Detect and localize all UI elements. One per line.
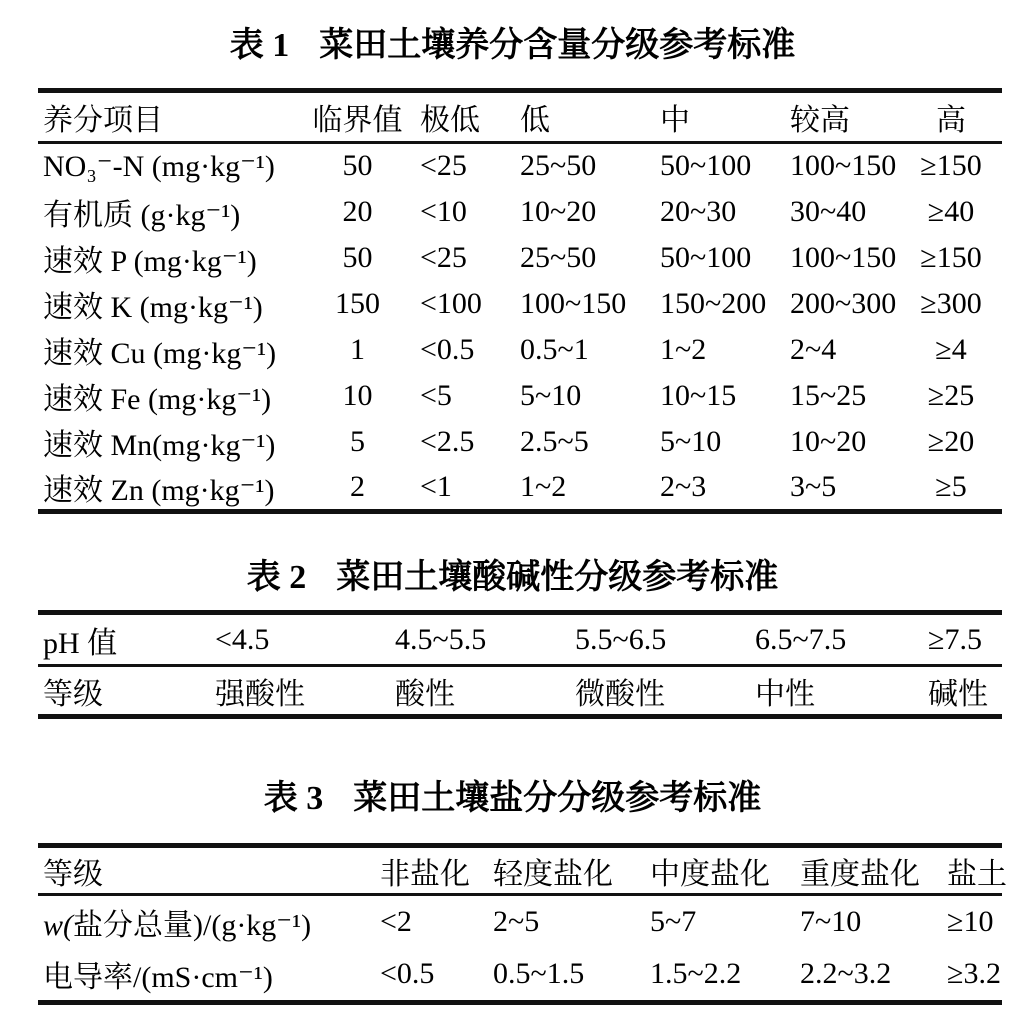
table-cell: 20~30 [660, 194, 737, 228]
column-header: 极低 [410, 91, 515, 143]
table-cell: 25~50 [520, 240, 597, 274]
table-cell: <25 [420, 240, 467, 274]
row-label-cell: w(盐分总量)/(g·kg⁻¹) [43, 908, 312, 942]
table-cell: 0.5~1.5 [493, 956, 585, 990]
row-label-cell: 速效 Zn (mg·kg⁻¹) [43, 473, 275, 507]
table-cell: 50 [342, 149, 373, 183]
table-cell: 5~10 [520, 378, 582, 412]
table-cell: 2 [350, 469, 365, 503]
table-cell: 10 [342, 378, 373, 412]
table3 [38, 843, 1007, 1005]
table-cell: 5 [350, 424, 365, 458]
table-cell: 10~20 [520, 194, 597, 228]
table-cell: <100 [420, 286, 482, 320]
column-header: 非盐化 [375, 846, 488, 895]
table1-caption [0, 26, 1025, 66]
table-cell: 1.5~2.2 [650, 956, 742, 990]
table-cell: ≥300 [920, 286, 982, 320]
column-header: 中度盐化 [645, 846, 795, 895]
table-cell: 1~2 [660, 332, 707, 366]
table2-caption-number: 表 2 [246, 559, 307, 596]
table-cell: <4.5 [210, 613, 390, 666]
table-cell: 50~100 [660, 149, 752, 183]
column-header: 养分项目 [38, 91, 305, 143]
table-cell: ≥7.5 [923, 613, 1002, 666]
column-header: 较高 [785, 91, 900, 143]
table3-caption-text: 菜田土壤盐分分级参考标准 [353, 780, 762, 817]
table-cell: <5 [420, 378, 452, 412]
table-cell: 15~25 [790, 378, 867, 412]
table3-caption-number: 表 3 [263, 780, 324, 817]
table-cell: 1~2 [520, 469, 567, 503]
row-label-cell: 电导率/(mS·cm⁻¹) [43, 960, 273, 994]
table-row [38, 235, 1002, 281]
table-header-row [38, 846, 1002, 895]
table-row [38, 895, 1002, 948]
table-cell: 2.2~3.2 [800, 956, 892, 990]
table-cell: <0.5 [420, 332, 475, 366]
table-cell: ≥5 [935, 469, 967, 503]
nutrient-grading-table [38, 88, 1002, 514]
table-cell: ≥150 [920, 149, 982, 183]
column-header: 低 [515, 91, 650, 143]
table-cell: <2.5 [420, 424, 475, 458]
table-cell: 20 [342, 194, 373, 228]
table-cell: 4.5~5.5 [390, 613, 570, 666]
table-cell: 0.5~1 [520, 332, 589, 366]
ph-grading-table [38, 610, 1002, 719]
table-cell: ≥20 [927, 424, 975, 458]
table-row [38, 143, 1002, 189]
table-row [38, 373, 1002, 419]
table-cell: 5~10 [660, 424, 722, 458]
table2 [38, 610, 1002, 719]
row-label-cell: 速效 P (mg·kg⁻¹) [43, 244, 257, 278]
table2-caption [0, 558, 1025, 598]
table-cell: 微酸性 [575, 677, 665, 711]
table-cell: 酸性 [395, 677, 455, 711]
row-label-cell: 有机质 (g·kg⁻¹) [43, 198, 241, 232]
table-cell: 100~150 [520, 286, 627, 320]
table-cell: <2 [380, 904, 412, 938]
row-label-cell: 速效 Fe (mg·kg⁻¹) [43, 382, 272, 416]
table-cell: 10~15 [660, 378, 737, 412]
column-header: 高 [900, 91, 1002, 143]
table-row [38, 613, 1002, 666]
table1-caption-text: 菜田土壤养分含量分级参考标准 [319, 27, 796, 64]
table-row [38, 948, 1002, 1003]
row-label-cell: 速效 K (mg·kg⁻¹) [43, 290, 263, 324]
table-cell: 150 [335, 286, 380, 320]
table-cell: 10~20 [790, 424, 867, 458]
column-header: 临界值 [305, 91, 410, 143]
table2-caption-text: 菜田土壤酸碱性分级参考标准 [336, 559, 779, 596]
table-row [38, 419, 1002, 465]
table-cell: 强酸性 [215, 677, 305, 711]
table-cell: 1 [350, 332, 365, 366]
table-header-row [38, 91, 1002, 143]
table-cell: <1 [420, 469, 452, 503]
column-header: 盐土 [942, 846, 1002, 895]
table-cell: 中性 [755, 677, 815, 711]
table-cell: 5~7 [650, 904, 697, 938]
table-cell: ≥4 [935, 332, 967, 366]
table-cell: 7~10 [800, 904, 862, 938]
table-cell: <25 [420, 149, 467, 183]
table-cell: ≥25 [927, 378, 975, 412]
table-cell: ≥150 [920, 240, 982, 274]
table-row [38, 465, 1002, 512]
table1 [38, 88, 1002, 514]
table-cell: ≥10 [947, 904, 994, 938]
row-label-cell: 等级 [43, 677, 103, 711]
row-label-cell: 速效 Cu (mg·kg⁻¹) [43, 336, 277, 370]
table-cell: 2.5~5 [520, 424, 589, 458]
table-cell: 3~5 [790, 469, 837, 503]
row-label-cell: 速效 Mn(mg·kg⁻¹) [43, 428, 276, 462]
table-row [38, 666, 1002, 717]
row-label-cell: NO₃⁻-N (mg·kg⁻¹) [43, 149, 275, 183]
table-cell: 100~150 [790, 149, 897, 183]
table1-caption-number: 表 1 [229, 27, 290, 64]
column-header: 重度盐化 [795, 846, 942, 895]
table-cell: 2~5 [493, 904, 540, 938]
table-cell: 30~40 [790, 194, 867, 228]
table-cell: <0.5 [380, 956, 435, 990]
table3-caption [0, 779, 1025, 819]
table-cell: 2~4 [790, 332, 837, 366]
table-cell: 50~100 [660, 240, 752, 274]
table-row [38, 281, 1002, 327]
column-header: 等级 [38, 846, 375, 895]
row-label-cell: pH 值 [38, 613, 210, 666]
table-cell: 25~50 [520, 149, 597, 183]
table-row [38, 327, 1002, 373]
table-cell: 6.5~7.5 [750, 613, 923, 666]
table-row [38, 189, 1002, 235]
table-cell: ≥3.2 [947, 956, 1001, 990]
salinity-grading-table [38, 843, 1007, 1005]
table-cell: 100~150 [790, 240, 897, 274]
table-cell: 5.5~6.5 [570, 613, 750, 666]
table-cell: <10 [420, 194, 467, 228]
table-cell: 2~3 [660, 469, 707, 503]
table-cell: 碱性 [928, 677, 988, 711]
table-cell: 150~200 [660, 286, 767, 320]
table-cell: 200~300 [790, 286, 897, 320]
table-cell: 50 [342, 240, 373, 274]
table-cell: ≥40 [927, 194, 975, 228]
column-header: 中 [650, 91, 785, 143]
column-header: 轻度盐化 [488, 846, 645, 895]
